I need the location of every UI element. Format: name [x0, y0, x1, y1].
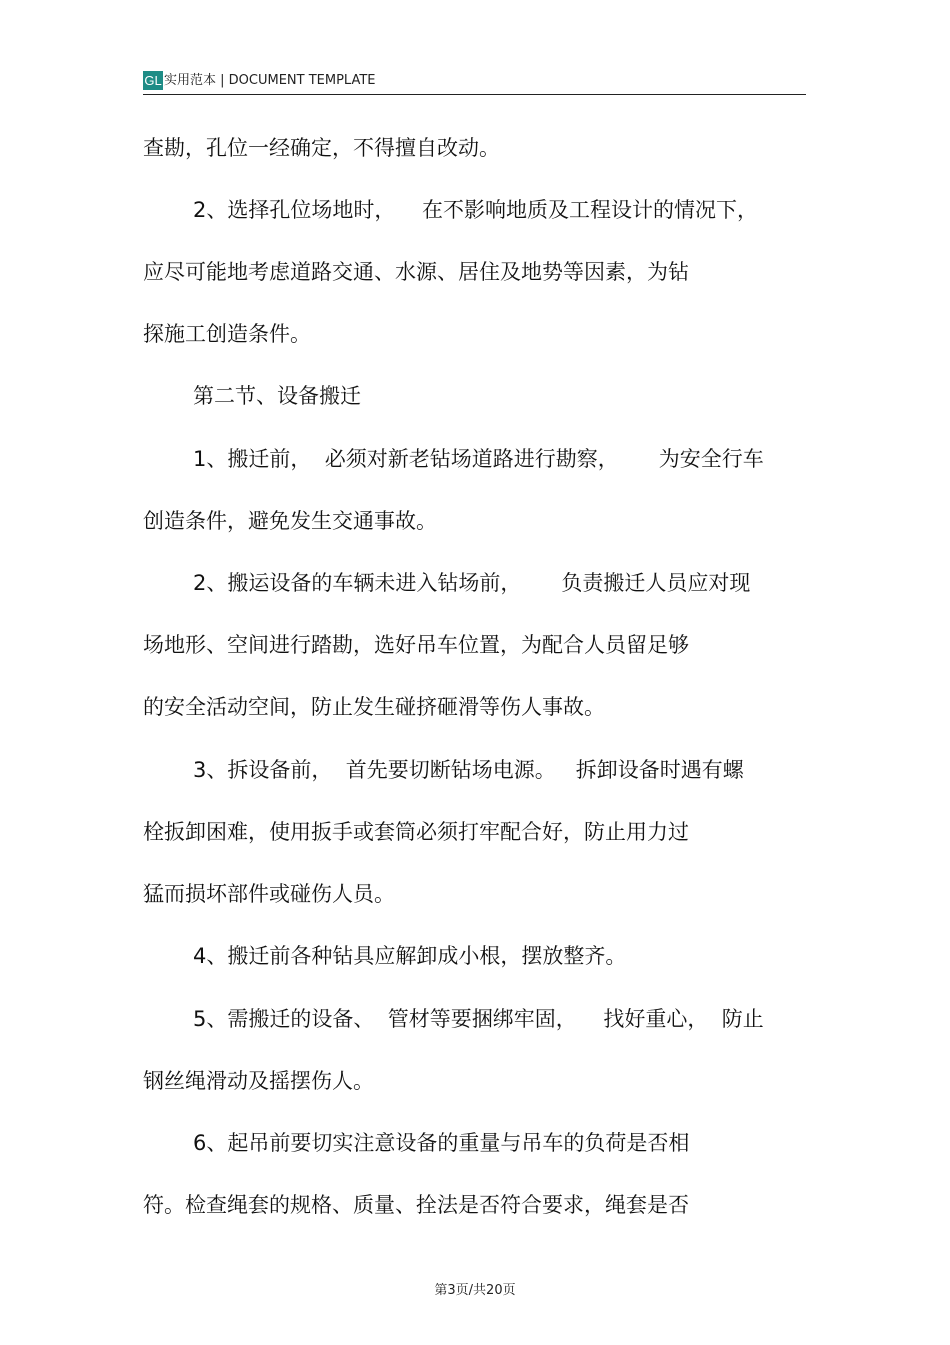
- gl-logo: GL: [144, 73, 162, 88]
- body-line-15: 5、需搬迁的设备、 管材等要捆绑牢固， 找好重心， 防止: [193, 1007, 764, 1031]
- body-line-1: 查勘，孔位一经确定，不得擅自改动。: [143, 136, 500, 160]
- body-line-16: 钢丝绳滑动及摇摆伤人。: [143, 1069, 374, 1093]
- body-line-11: 3、拆设备前， 首先要切断钻场电源。 拆卸设备时遇有螺: [193, 758, 744, 782]
- body-line-6: 1、搬迁前， 必须对新老钻场道路进行勘察， 为安全行车: [193, 447, 764, 471]
- body-line-17: 6、起吊前要切实注意设备的重量与吊车的负荷是否相: [193, 1131, 690, 1155]
- body-line-7: 创造条件，避免发生交通事故。: [143, 509, 437, 533]
- body-line-3: 应尽可能地考虑道路交通、水源、居住及地势等因素，为钻: [143, 260, 689, 284]
- page-number: 第3页/共20页: [434, 1283, 516, 1298]
- body-line-10: 的安全活动空间，防止发生碰挤砸滑等伤人事故。: [143, 695, 605, 719]
- body-line-2: 2、选择孔位场地时， 在不影响地质及工程设计的情况下，: [193, 198, 759, 222]
- body-line-4: 探施工创造条件。: [143, 322, 311, 346]
- page-header: [143, 70, 806, 95]
- body-line-13: 猛而损坏部件或碰伤人员。: [143, 882, 395, 906]
- body-line-9: 场地形、空间进行踏勘，选好吊车位置，为配合人员留足够: [143, 633, 689, 657]
- body-line-18: 符。检查绳套的规格、质量、拴法是否符合要求，绳套是否: [143, 1193, 689, 1217]
- body-line-12: 栓扳卸困难，使用扳手或套筒必须打牢配合好，防止用力过: [143, 820, 689, 844]
- body-line-8: 2、搬运设备的车辆未进入钻场前， 负责搬迁人员应对现: [193, 571, 751, 595]
- header-brand-text: 实用范本 | DOCUMENT TEMPLATE: [164, 73, 376, 88]
- section-heading: 第二节、设备搬迁: [193, 384, 361, 408]
- body-line-14: 4、搬迁前各种钻具应解卸成小根，摆放整齐。: [193, 944, 627, 968]
